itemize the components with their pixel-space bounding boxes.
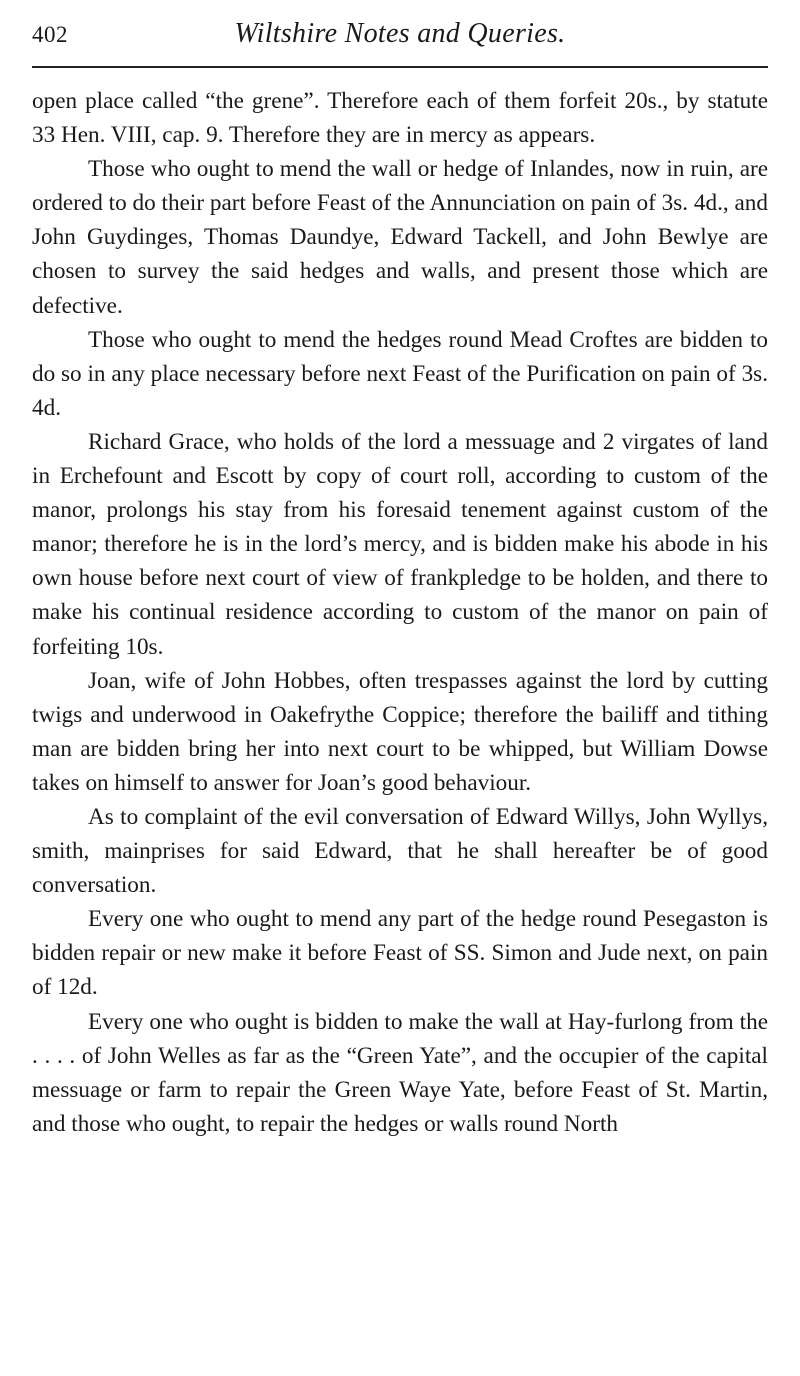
paragraph-hay-furlong: Every one who ought is bidden to make the wall at Hay-furlong from the . . . . of John Welles as far as the “Green Yate”, and the occupier of the capital messuage or farm to repair the Green Waye Yate, before Feast of St. Martin, and those who ought, to repair the hedges or walls round North: [32, 1008, 768, 1137]
paragraph-mead-croftes: Those who ought to mend the hedges round Mead Croftes are bidden to do so in any place necessary before next Feast of the Purification on pain of 3s. 4d.: [32, 326, 768, 421]
page-number: 402: [32, 22, 68, 47]
header-rule: [32, 66, 768, 68]
paragraph-richard-grace: Richard Grace, who holds of the lord a messuage and 2 virgates of land in Erchefount and Escott by copy of court roll, according to custom of the manor, prolongs his stay from his foresaid tenement against custom of the manor; therefore he is in the lord’s mercy, and is bidden make his abode in his own house before next court of view of frankpledge to be holden, and there to make his continual residence according to custom of the manor on pain of forfeiting 10s.: [32, 428, 768, 660]
paragraph-inlandes: Those who ought to mend the wall or hedge of Inlandes, now in ruin, are ordered to do their part before Feast of the Annunciation on pain of 3s. 4d., and John Guydinges, Thomas Daundye, Edward Tackell, and John Bewlye are chosen to survey the said hedges and walls, and present those which are defective.: [32, 156, 768, 319]
body-text: [32, 84, 768, 1141]
paragraph-pesegaston: Every one who ought to mend any part of the hedge round Pesegaston is bidden repair or new make it before Feast of SS. Simon and Jude next, on pain of 12d.: [32, 906, 768, 1001]
running-head: [32, 14, 768, 54]
paragraph-joan-hobbes: Joan, wife of John Hobbes, often trespasses against the lord by cutting twigs and underwood in Oakefrythe Coppice; therefore the bailiff and tithing man are bidden bring her into next court to be whipped, but William Dowse takes on himself to answer for Joan’s good behaviour.: [32, 667, 768, 796]
journal-title: Wiltshire Notes and Queries.: [234, 18, 566, 49]
paragraph-continued: open place called “the grene”. Therefore each of them forfeit 20s., by statute 33 Hen. VIII, cap. 9. Therefore they are in mercy as appears.: [32, 88, 768, 149]
paragraph-edward-willys: As to complaint of the evil conversation of Edward Willys, John Wyllys, smith, mainprises for said Edward, that he shall hereafter be of good conversation.: [32, 803, 768, 899]
